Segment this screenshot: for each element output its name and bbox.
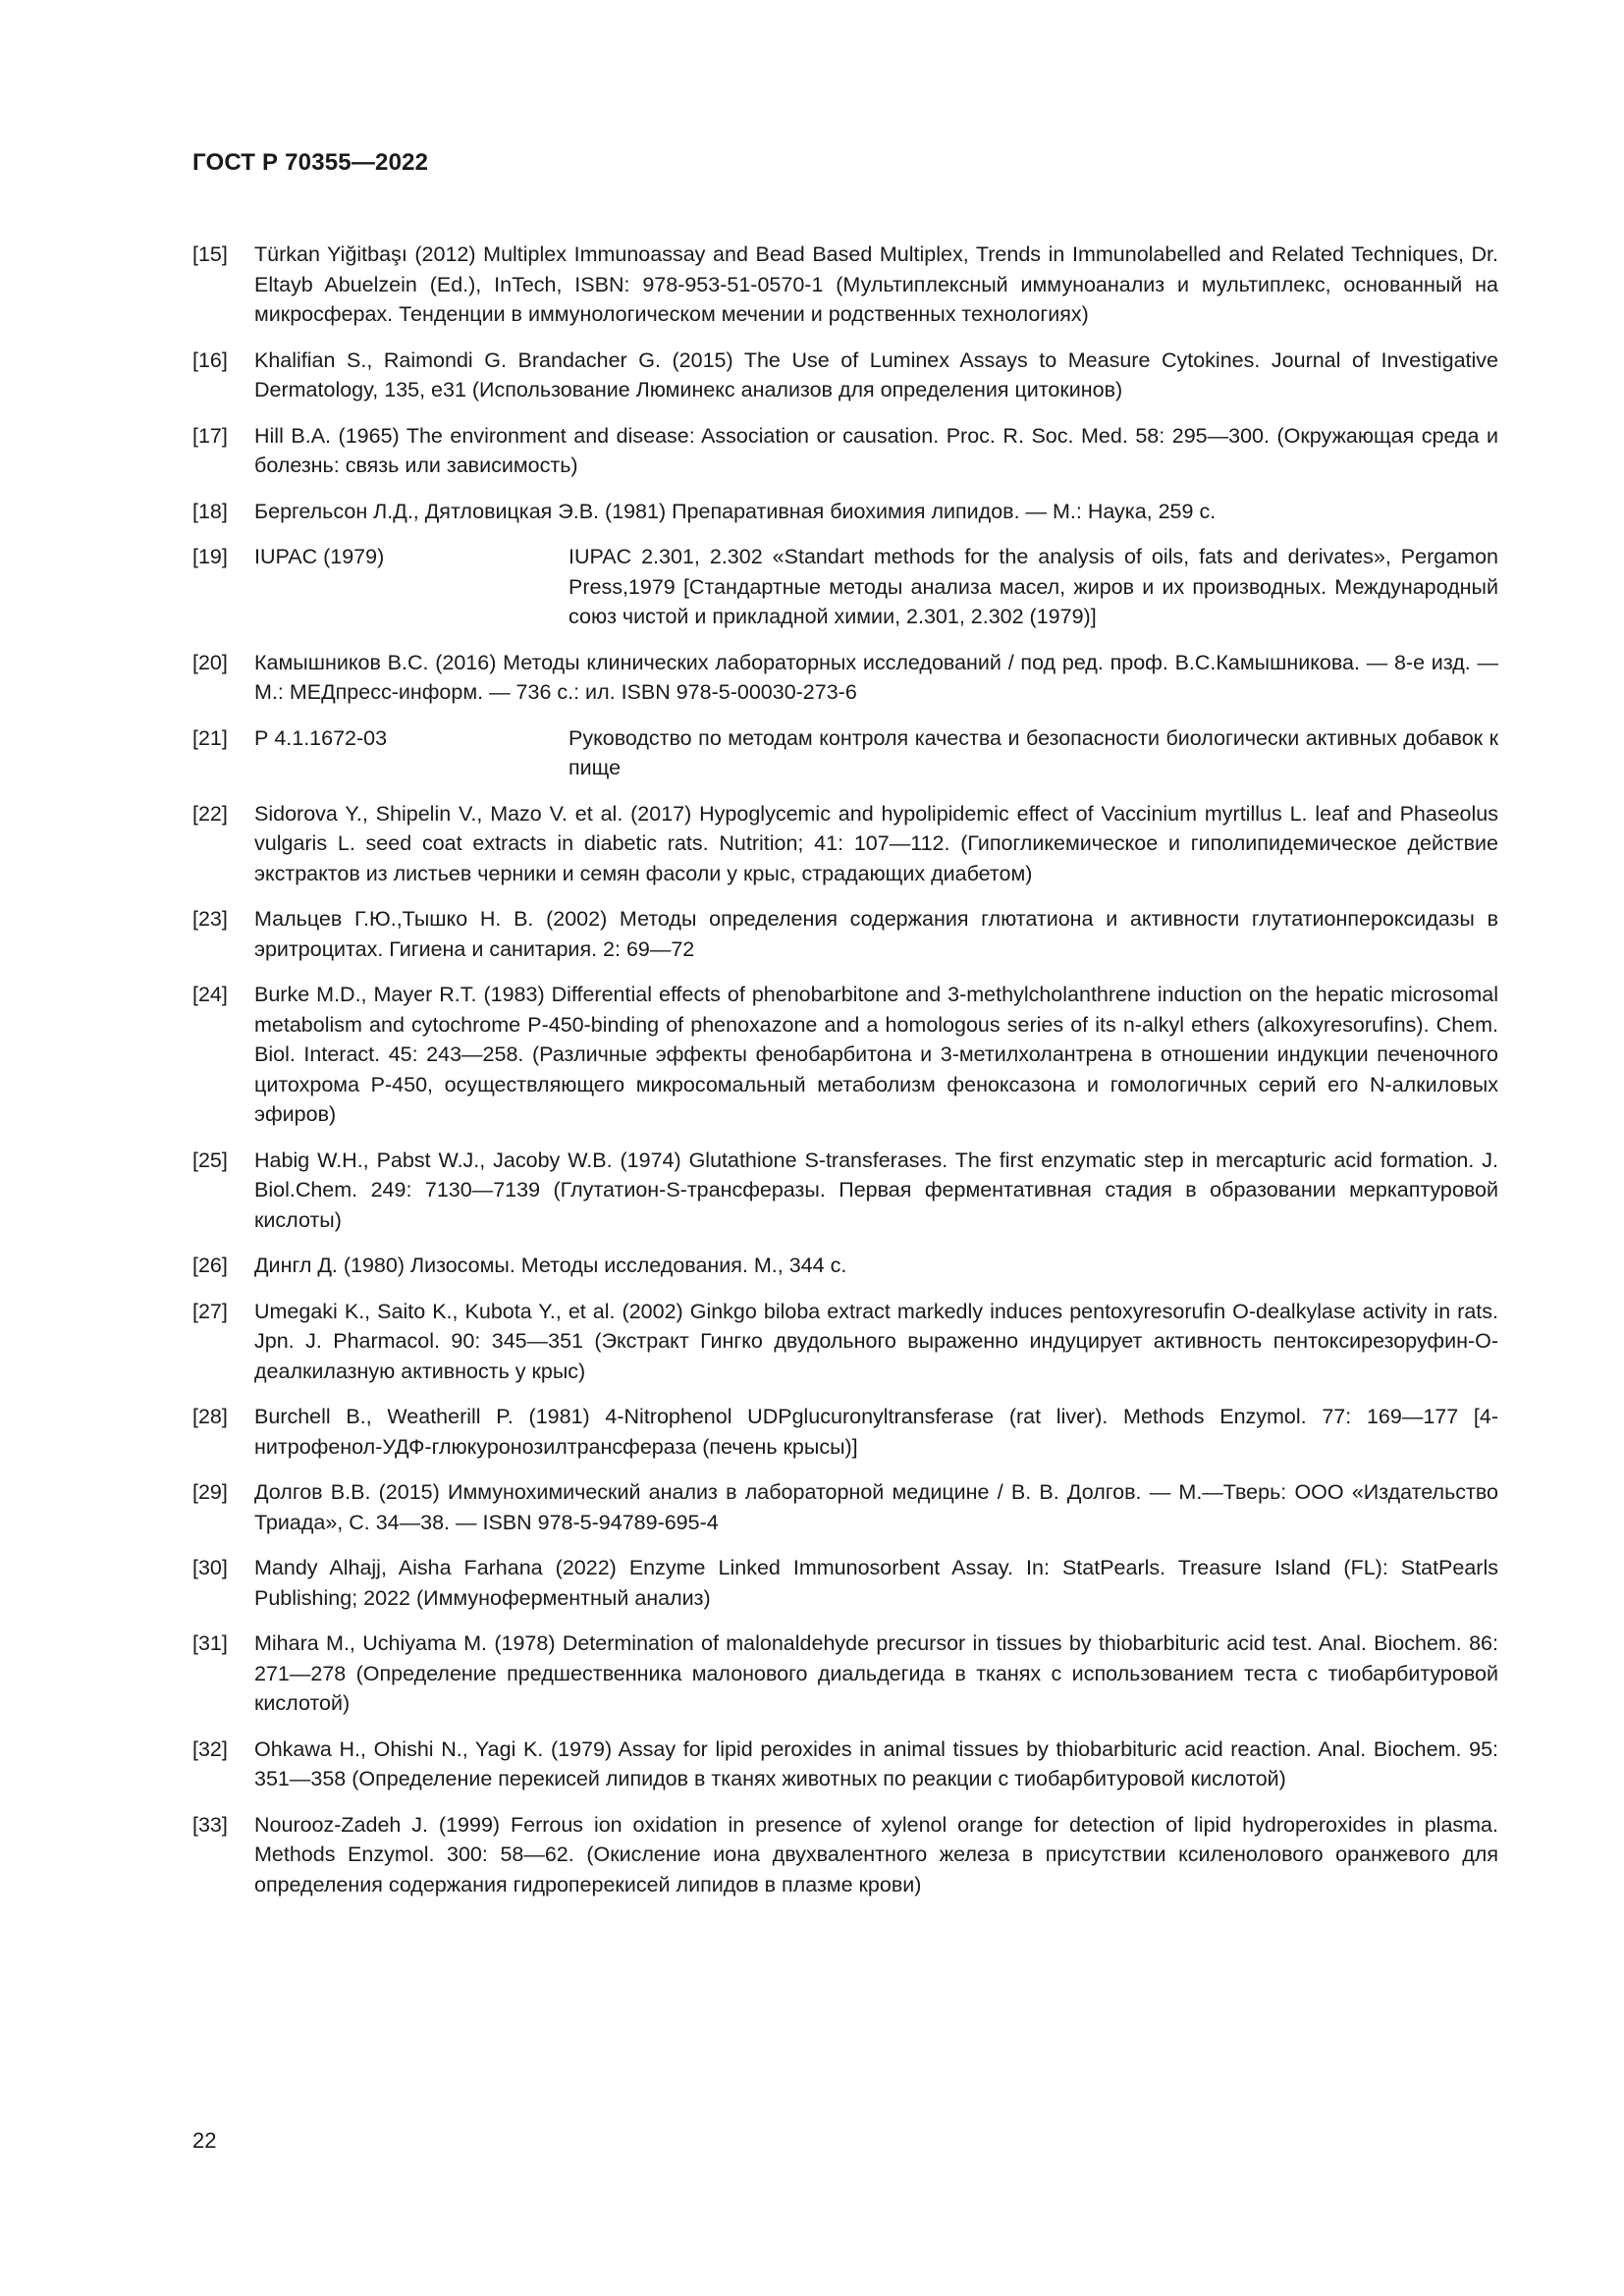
reference-number: [23] bbox=[192, 907, 228, 931]
reference-item bbox=[192, 1629, 1498, 1719]
reference-item bbox=[192, 980, 1498, 1130]
reference-item bbox=[192, 421, 1498, 481]
reference-item bbox=[192, 648, 1498, 708]
reference-number: [31] bbox=[192, 1631, 228, 1655]
reference-text: Türkan Yiğitbaşı (2012) Multiplex Immunoassay and Bead Based Multiplex, Trends in Immunolabelled and Related Techniques, Dr. Eltayb Abuelzein (Ed.), InTech, ISBN: 978-953-51-0570-1 (Мультиплексный иммуноанализ и мультиплекс, основанный на микросферах. Тенденции в иммунологическом мечении и родственных технологиях) bbox=[254, 242, 1498, 326]
reference-text: Sidorova Y., Shipelin V., Mazo V. et al. (2017) Hypoglycemic and hypolipidemic effect of Vaccinium myrtillus L. leaf and Phaseolus vulgaris L. seed coat extracts in diabetic rats. Nutrition; 41: 107—112. (Гипогликемическое и гиполипидемическое действие экстрактов из листьев черники и семян фасоли у крыс, страдающих диабетом) bbox=[254, 801, 1498, 885]
reference-number: [27] bbox=[192, 1299, 228, 1323]
reference-number: [25] bbox=[192, 1148, 228, 1172]
reference-text: Мальцев Г.Ю.,Тышко Н. В. (2002) Методы определения содержания глютатиона и активности глутатионпероксидазы в эритроцитах. Гигиена и санитария. 2: 69—72 bbox=[254, 907, 1498, 961]
reference-number: [29] bbox=[192, 1480, 228, 1504]
reference-item bbox=[192, 1251, 1498, 1281]
reference-number: [19] bbox=[192, 545, 228, 568]
reference-text: Mandy Alhajj, Aisha Farhana (2022) Enzyme Linked Immunosorbent Assay. In: StatPearls. Treasure Island (FL): StatPearls Publishing; 2022 (Иммуноферментный анализ) bbox=[254, 1556, 1498, 1610]
reference-item bbox=[192, 1146, 1498, 1236]
reference-text: Burchell B., Weatherill P. (1981) 4-Nitrophenol UDPglucuronyltransferase (rat liver). Methods Enzymol. 77: 169—177 [4-нитрофенол-УДФ-глюкуронозилтрансфераза (печень крысы)] bbox=[254, 1405, 1498, 1459]
reference-number: [26] bbox=[192, 1254, 228, 1277]
reference-text: Долгов В.В. (2015) Иммунохимический анализ в лабораторной медицине / В. В. Долгов. — М.—Тверь: ООО «Издательство Триада», С. 34—38. — ISBN 978-5-94789-695-4 bbox=[254, 1480, 1498, 1534]
reference-number: [22] bbox=[192, 801, 228, 826]
reference-number: [24] bbox=[192, 983, 228, 1006]
reference-number: [32] bbox=[192, 1736, 228, 1761]
reference-number: [18] bbox=[192, 499, 228, 523]
reference-item bbox=[192, 1553, 1498, 1613]
reference-list bbox=[192, 240, 1498, 1915]
reference-designation: Р 4.1.1672-03 bbox=[254, 725, 388, 750]
reference-item bbox=[192, 1735, 1498, 1794]
reference-item bbox=[192, 1402, 1498, 1462]
reference-text: Руководство по методам контроля качества и безопасности биологически активных добавок к пище bbox=[568, 725, 1498, 779]
reference-text: Дингл Д. (1980) Лизосомы. Методы исследования. М., 344 с. bbox=[254, 1254, 847, 1277]
reference-text: Бергельсон Л.Д., Дятловицкая Э.В. (1981) Препаративная биохимия липидов. — М.: Наука, 259 с. bbox=[254, 499, 1217, 523]
document-header: ГОСТ Р 70355—2022 bbox=[192, 149, 429, 176]
reference-item bbox=[192, 1810, 1498, 1900]
reference-item bbox=[192, 1477, 1498, 1537]
reference-number: [15] bbox=[192, 242, 228, 266]
reference-number: [21] bbox=[192, 725, 228, 750]
reference-designation: IUPAC (1979) bbox=[254, 545, 385, 568]
reference-number: [30] bbox=[192, 1556, 228, 1579]
reference-text: Burke M.D., Mayer R.T. (1983) Differential effects of phenobarbitone and 3-methylcholanthrene induction on the hepatic microsomal metabolism and cytochrome P-450-binding of phenoxazone and a homologous series of its n-alkyl ethers (alkoxyresorufins). Chem. Biol. Interact. 45: 243—258. (Различные эффекты фенобарбитона и 3-метилхолантрена в отношении индукции печеночного цитохрома Р-450, осуществляющего микросомальный метаболизм феноксазона и гомологичных серий его N-алкиловых эфиров) bbox=[254, 983, 1498, 1126]
reference-text: Habig W.H., Pabst W.J., Jacoby W.B. (1974) Glutathione S-transferases. The first enzymatic step in mercapturic acid formation. J. Biol.Chem. 249: 7130—7139 (Глутатион-S-трансферазы. Первая ферментативная стадия в образовании меркаптуровой кислоты) bbox=[254, 1148, 1498, 1232]
reference-number: [17] bbox=[192, 423, 228, 448]
reference-text: Umegaki K., Saito K., Kubota Y., et al. (2002) Ginkgo biloba extract markedly induces pentoxyresorufin O-dealkylase activity in rats. Jpn. J. Pharmacol. 90: 345—351 (Экстракт Гингко двудольного выраженно индуцирует активность пентоксирезоруфин-О-деалкилазную активность у крыс) bbox=[254, 1299, 1498, 1383]
reference-text: Khalifian S., Raimondi G. Brandacher G. (2015) The Use of Luminex Assays to Measure Cytokines. Journal of Investigative Dermatology, 135, e31 (Использование Люминекс анализов для определения цитокинов) bbox=[254, 347, 1498, 401]
reference-text: IUPAC 2.301, 2.302 «Standart methods for the analysis of oils, fats and derivates», Pergamon Press,1979 [Стандартные методы анализа масел, жиров и их производных. Международный союз чистой и прикладной химии, 2.301, 2.302 (1979)] bbox=[568, 545, 1498, 628]
reference-item bbox=[192, 542, 1498, 632]
reference-number: [16] bbox=[192, 347, 228, 372]
reference-text: Ohkawa H., Ohishi N., Yagi K. (1979) Assay for lipid peroxides in animal tissues by thiobarbituric acid reaction. Anal. Biochem. 95: 351—358 (Определение перекисей липидов в тканях животных по реакции с тиобарбитуровой кислотой) bbox=[254, 1736, 1498, 1790]
reference-number: [20] bbox=[192, 650, 228, 674]
reference-item bbox=[192, 240, 1498, 330]
reference-item bbox=[192, 346, 1498, 405]
reference-item bbox=[192, 497, 1498, 527]
reference-number: [33] bbox=[192, 1812, 228, 1837]
reference-item bbox=[192, 1297, 1498, 1387]
reference-text: Nourooz-Zadeh J. (1999) Ferrous ion oxidation in presence of xylenol orange for detection of lipid hydroperoxides in plasma. Methods Enzymol. 300: 58—62. (Окисление иона двухвалентного железа в присутствии ксиленолового оранжевого для определения содержания гидроперекисей липидов в плазме крови) bbox=[254, 1812, 1498, 1896]
reference-item bbox=[192, 799, 1498, 889]
reference-text: Mihara M., Uchiyama M. (1978) Determination of malonaldehyde precursor in tissues by thiobarbituric acid test. Anal. Biochem. 86: 271—278 (Определение предшественника малонового диальдегида в тканях с использованием теста с тиобарбитуровой кислотой) bbox=[254, 1631, 1498, 1715]
reference-item bbox=[192, 904, 1498, 964]
page-number: 22 bbox=[192, 2128, 217, 2153]
reference-number: [28] bbox=[192, 1405, 228, 1428]
reference-item bbox=[192, 723, 1498, 783]
reference-text: Камышников В.С. (2016) Методы клинических лабораторных исследований / под ред. проф. В.С.Камышникова. — 8-е изд. — М.: МЕДпресс-информ. — 736 с.: ил. ISBN 978-5-00030-273-6 bbox=[254, 650, 1498, 704]
reference-text: Hill B.A. (1965) The environment and disease: Association or causation. Proc. R. Soc. Med. 58: 295—300. (Окружающая среда и болезнь: связь или зависимость) bbox=[254, 423, 1498, 477]
